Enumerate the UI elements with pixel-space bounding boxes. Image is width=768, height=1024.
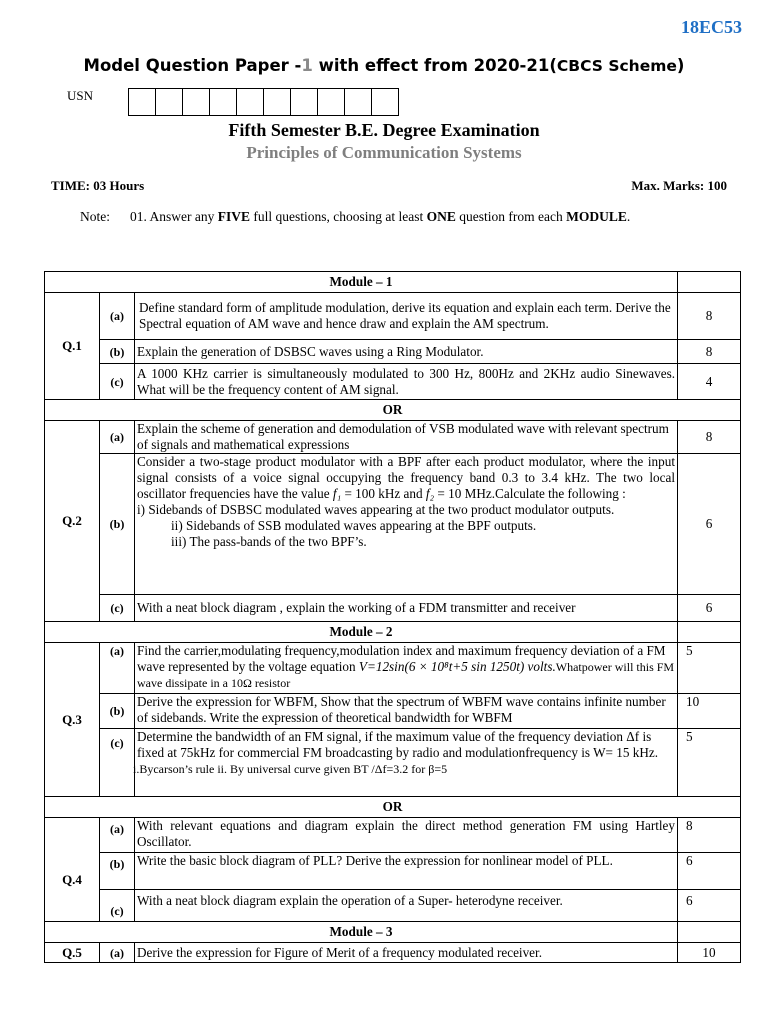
marks-value: 10 (678, 943, 741, 963)
question-subpart: iii) The pass-bands of the two BPF’s. (171, 534, 367, 549)
subquestion-label: (c) (100, 729, 135, 797)
question-subpart: ii) Sidebands of SSB modulated waves appearing at the BPF outputs. (171, 518, 537, 533)
subquestion-label: (b) (100, 694, 135, 729)
question-number: Q.2 (45, 421, 100, 622)
subquestion-label: (c) (100, 595, 135, 622)
marks-cell (678, 622, 741, 643)
marks-value: 5 (678, 729, 741, 797)
question-row (45, 694, 741, 729)
max-marks: Max. Marks: 100 (631, 178, 727, 193)
question-paragraph: Determine the bandwidth of an FM signal, if the maximum value of the frequency deviation Δf is fixed at 75kHz for commercial FM broadcasting by radio and modulationfrequency is W= 15 kHz. (137, 729, 658, 760)
usn-box (344, 88, 372, 116)
question-text: Explain the generation of DSBSC waves using a Ring Modulator. (135, 340, 678, 364)
question-text: A 1000 KHz carrier is simultaneously modulated to 300 Hz, 800Hz and 2KHz audio Sinewaves. What will be the frequency content of AM signal. (135, 364, 678, 400)
question-text (135, 454, 678, 595)
marks-value: 6 (678, 595, 741, 622)
module-header-row (45, 272, 741, 293)
exam-time: TIME: 03 Hours (51, 178, 145, 193)
marks-value: 6 (678, 853, 741, 890)
question-number: Q.5 (45, 943, 100, 963)
question-text: Derive the expression for Figure of Merit of a frequency modulated receiver. (135, 943, 678, 963)
or-divider: OR (45, 400, 741, 421)
usn-box (236, 88, 264, 116)
module-2-heading: Module – 2 (45, 622, 678, 643)
marks-value: 6 (678, 890, 741, 922)
question-number: Q.1 (45, 293, 100, 400)
usn-box (371, 88, 399, 116)
marks-value: 5 (678, 643, 741, 694)
subquestion-label: (a) (100, 643, 135, 694)
module-1-heading: Module – 1 (45, 272, 678, 293)
question-number: Q.4 (45, 818, 100, 922)
question-number: Q.3 (45, 643, 100, 797)
marks-value: 10 (678, 694, 741, 729)
usn-box (263, 88, 291, 116)
question-row (45, 454, 741, 595)
question-text: Define standard form of amplitude modulation, derive its equation and explain each term. Derive the Spectral equation of AM wave and hence draw and explain the AM spectrum. (135, 293, 678, 340)
subquestion-label: (a) (100, 293, 135, 340)
question-row (45, 421, 741, 454)
marks-cell (678, 922, 741, 943)
or-row (45, 797, 741, 818)
question-row (45, 943, 741, 963)
module-3-heading: Module – 3 (45, 922, 678, 943)
question-table (44, 271, 741, 963)
marks-value: 8 (678, 818, 741, 853)
marks-value: 8 (678, 293, 741, 340)
paper-title: Model Question Paper -1 with effect from 2020-21(CBCS Scheme) (83, 56, 685, 75)
usn-label: USN (67, 88, 94, 103)
usn-box (290, 88, 318, 116)
exam-title: Fifth Semester B.E. Degree Examination (228, 120, 540, 140)
question-row (45, 364, 741, 400)
subquestion-label: (c) (100, 890, 135, 922)
question-text: Write the basic block diagram of PLL? Derive the expression for nonlinear model of PLL. (135, 853, 678, 890)
question-row (45, 853, 741, 890)
usn-box (209, 88, 237, 116)
marks-value: 4 (678, 364, 741, 400)
module-header-row (45, 922, 741, 943)
question-row (45, 818, 741, 853)
question-row (45, 729, 741, 797)
question-paragraph: Consider a two-stage product modulator with a BPF after each product modulator, where the input signal consists of a voice signal occupying the frequency band 0.3 to 3.4 kHz. The two local oscillator frequencies have the value f₁ = 100 kHz and f₂ = 10 MHz.Calculate the following : (137, 454, 675, 501)
question-text: With a neat block diagram explain the operation of a Super- heterodyne receiver. (135, 890, 678, 922)
question-subpart: i) Sidebands of DSBSC modulated waves appearing at the two product modulator outputs. (137, 502, 615, 517)
question-text: Explain the scheme of generation and demodulation of VSB modulated wave with relevant spectrum of signals and mathematical expressions (135, 421, 678, 454)
question-row (45, 595, 741, 622)
subject-title: Principles of Communication Systems (246, 143, 522, 162)
subquestion-label: (a) (100, 943, 135, 963)
question-text: Derive the expression for WBFM, Show that the spectrum of WBFM wave contains infinite number of sidebands. Write the expression of theoretical bandwidth for WBFM (135, 694, 678, 729)
question-text: Find the carrier,modulating frequency,modulation index and maximum frequency deviation of a FM wave represented by the voltage equation V=12sin(6 × 10⁸t+5 sin 1250t) volts.Whatpower will this FM wave dissipate in a 10Ω resistor (135, 643, 678, 694)
or-divider: OR (45, 797, 741, 818)
usn-boxes (128, 88, 398, 116)
question-row (45, 643, 741, 694)
question-row (45, 890, 741, 922)
question-text (135, 729, 678, 797)
subquestion-label: (a) (100, 421, 135, 454)
question-row (45, 293, 741, 340)
question-text: With a neat block diagram , explain the working of a FDM transmitter and receiver (135, 595, 678, 622)
marks-cell (678, 272, 741, 293)
subquestion-label: (a) (100, 818, 135, 853)
usn-box (155, 88, 183, 116)
subquestion-label: (b) (100, 454, 135, 595)
note-label: Note: (80, 209, 110, 224)
question-subpart: i.Bycarson’s rule ii. By universal curve given BT /Δf=3.2 for β=5 (133, 762, 448, 776)
usn-box (182, 88, 210, 116)
marks-value: 8 (678, 421, 741, 454)
question-row (45, 340, 741, 364)
marks-value: 6 (678, 454, 741, 595)
subquestion-label: (b) (100, 853, 135, 890)
usn-box (128, 88, 156, 116)
subquestion-label: (c) (100, 364, 135, 400)
question-text: With relevant equations and diagram explain the direct method generation FM using Hartley Oscillator. (135, 818, 678, 853)
or-row (45, 400, 741, 421)
note-text: 01. Answer any FIVE full questions, choosing at least ONE question from each MODULE. (130, 209, 631, 224)
usn-box (317, 88, 345, 116)
module-header-row (45, 622, 741, 643)
marks-value: 8 (678, 340, 741, 364)
subquestion-label: (b) (100, 340, 135, 364)
course-code: 18EC53 (680, 17, 742, 37)
